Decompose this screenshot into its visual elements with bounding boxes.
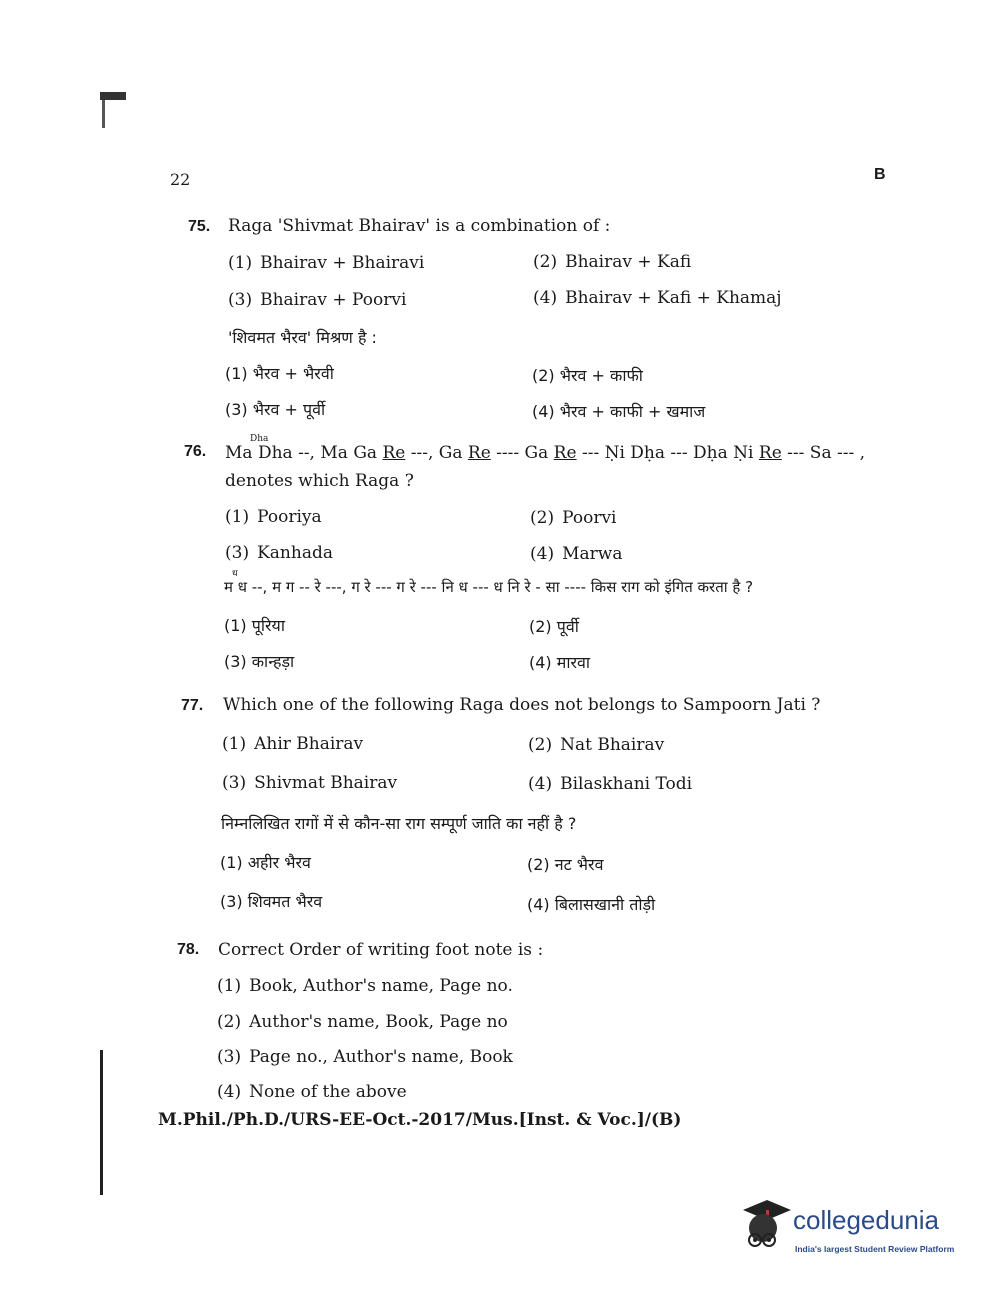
notation-kan-swar-hindi: ध [232, 569, 238, 579]
option: (3) Bhairav + Poorvi [228, 290, 407, 310]
scan-mark [102, 100, 105, 128]
option: (3) Shivmat Bhairav [222, 773, 398, 793]
option: (4) None of the above [217, 1082, 407, 1102]
scan-edge [100, 1050, 103, 1195]
question-number: 75. [188, 218, 211, 235]
option-hindi: (1) पूरिया [224, 616, 285, 635]
page-number: 22 [170, 170, 191, 189]
logo-name: collegedunia [793, 1205, 940, 1235]
logo-tagline: India's largest Student Review Platform [795, 1244, 955, 1254]
option: (3) Page no., Author's name, Book [217, 1047, 513, 1067]
notation-kan-swar: Dha [250, 434, 269, 444]
question-text: denotes which Raga ? [225, 471, 414, 491]
option: (1) Pooriya [225, 507, 322, 527]
option: (1) Bhairav + Bhairavi [228, 253, 425, 273]
option: (4) Bhairav + Kafi + Khamaj [533, 288, 782, 308]
option: (2) Author's name, Book, Page no [217, 1012, 508, 1032]
option-hindi: (4) भैरव + काफी + खमाज [532, 402, 706, 421]
option: (1) Ahir Bhairav [222, 734, 364, 754]
option-hindi: (3) भैरव + पूर्वी [225, 400, 326, 419]
question-text-hindi: म ध --, म ग -- रे ---, ग रे --- ग रे --- नि ध --- ध नि रे - सा ---- किस राग को इंगित करता है ? [224, 578, 754, 596]
option: (1) Book, Author's name, Page no. [217, 976, 513, 996]
question-text: Correct Order of writing foot note is : [218, 940, 544, 960]
option-hindi: (3) शिवमत भैरव [220, 892, 323, 911]
option-hindi: (3) कान्हड़ा [224, 652, 295, 671]
option: (2) Poorvi [530, 508, 617, 528]
option: (4) Bilaskhani Todi [528, 774, 693, 794]
option-hindi: (2) नट भैरव [527, 855, 604, 874]
question-text: Which one of the following Raga does not belongs to Sampoorn Jati ? [223, 695, 821, 715]
question-number: 77. [181, 697, 204, 714]
question-number: 78. [177, 941, 200, 958]
question-text: Raga 'Shivmat Bhairav' is a combination of : [228, 216, 611, 236]
collegedunia-mascot-icon [737, 1196, 793, 1260]
option-hindi: (4) मारवा [529, 653, 591, 672]
option: (2) Nat Bhairav [528, 735, 665, 755]
option: (4) Marwa [530, 544, 623, 564]
option-hindi: (4) बिलासखानी तोड़ी [527, 895, 656, 914]
option: (3) Kanhada [225, 543, 333, 563]
option-hindi: (1) भैरव + भैरवी [225, 364, 334, 383]
paper-code: M.Phil./Ph.D./URS-EE-Oct.-2017/Mus.[Inst. & Voc.]/(B) [158, 1110, 682, 1130]
booklet-series: B [874, 166, 886, 183]
option: (2) Bhairav + Kafi [533, 252, 692, 272]
swar-notation: Ma Dha --, Ma Ga Re ---, Ga Re ---- Ga Re --- Ṇi Dḥa --- Dḥa Ṇi Re --- Sa --- , [225, 443, 866, 463]
option-hindi: (2) पूर्वी [529, 617, 579, 636]
question-number: 76. [184, 443, 207, 460]
option-hindi: (2) भैरव + काफी [532, 366, 643, 385]
option-hindi: (1) अहीर भैरव [220, 853, 311, 872]
question-text-hindi: निम्नलिखित रागों में से कौन-सा राग सम्पूर्ण जाति का नहीं है ? [221, 814, 577, 833]
question-text-hindi: 'शिवमत भैरव' मिश्रण है : [228, 328, 377, 347]
scan-mark [100, 92, 126, 100]
